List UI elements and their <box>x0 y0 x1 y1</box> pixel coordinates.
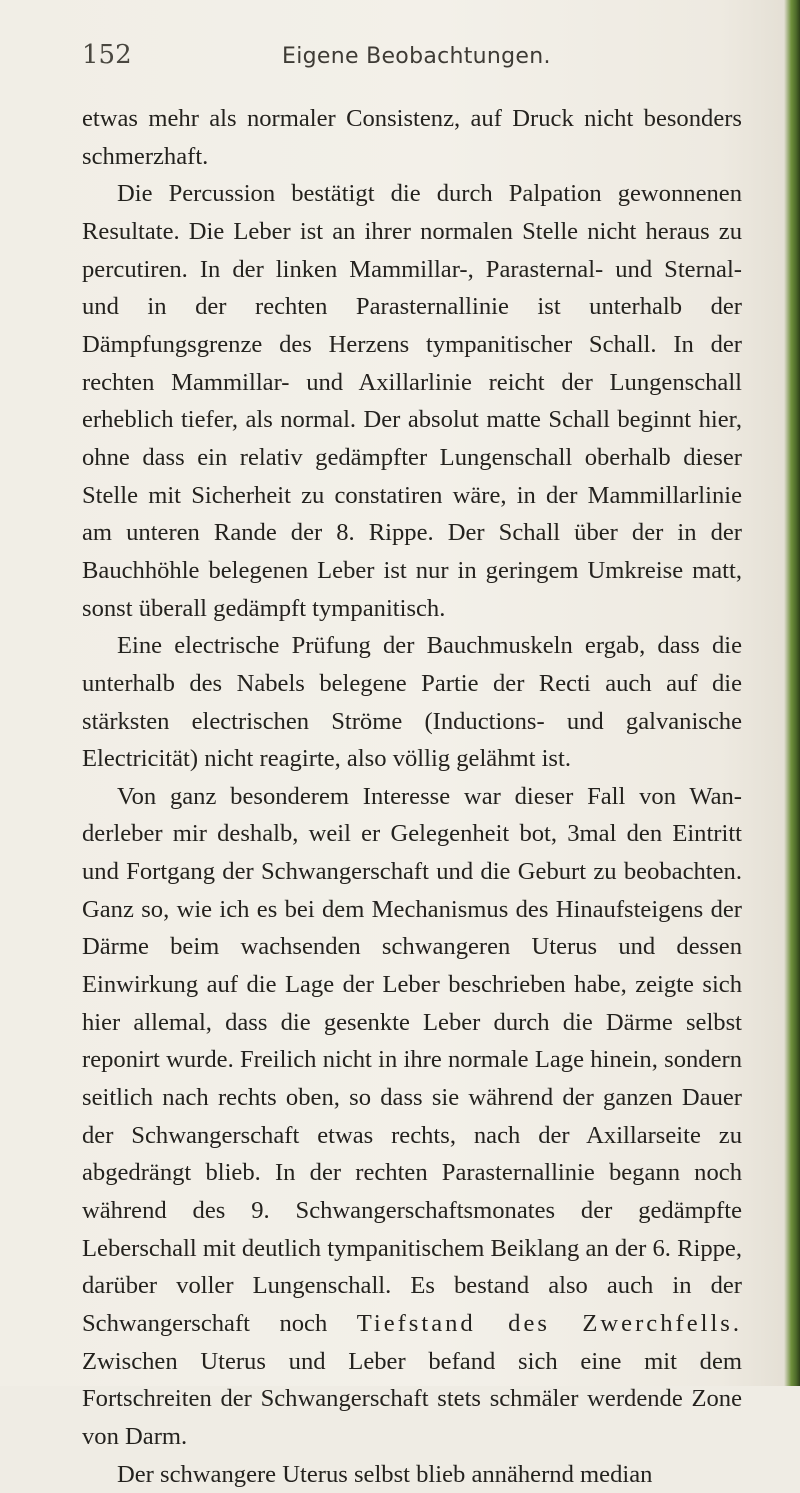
paragraph-electrical-test: Eine electrische Prüfung der Bauchmuskeln ergab, dass die unterhalb des Nabels belegene Partie der Recti auch auf die stärksten electrischen Ströme (Inductions- und galvanische Electricität) nicht reagirte, also völlig gelähmt ist. <box>82 632 742 773</box>
paragraph-percussion: Die Percussion bestätigt die durch Palpation gewonnenen Resultate. Die Leber ist an ihrer normalen Stelle nicht heraus zu percutiren. In der linken Mammillar-, Parasternal- und Sternal- und in der rechten Parasternallinie ist unterhalb der Dämpfungsgrenze des Herzens tympanitischer Schall. In der rechten Mammillar- und Axillarlinie reicht der Lungenschall erheblich tiefer, als normal. Der absolut matte Schall beginnt hier, ohne dass ein relativ gedämpfter Lungenschall oberhalb dieser Stelle mit Sicherheit zu constatiren wäre, in der Mammillarlinie am unteren Rande der 8. Rippe. Der Schall über der in der Bauchhöhle belegenen Leber ist nur in geringem Umkreise matt, sonst überall gedämpft tympanitisch. <box>82 180 742 622</box>
emphasis-spaced-text: Tiefstand des Zwerchfells. <box>356 1310 742 1337</box>
page-number: 152 <box>82 40 132 70</box>
page-header <box>82 40 742 80</box>
body-text <box>82 100 742 1493</box>
paragraph-continued: etwas mehr als normaler Consistenz, auf Druck nicht besonders schmerzhaft. <box>82 105 742 170</box>
page-binding-edge <box>784 0 800 1386</box>
paragraph-uterus: Der schwangere Uterus selbst blieb annähernd median <box>117 1460 653 1488</box>
paragraph-pregnancy-text-before: Von ganz besonderem Interesse war dieser Fall von Wanderleber mir deshalb, weil er Gelegenheit bot, 3mal den Eintritt und Fortgang der Schwangerschaft und die Geburt zu beobachten. Ganz so, wie ich es bei dem Mechanismus des Hinaufsteigens der Därme beim wachsenden schwangeren Uterus und dessen Einwirkung auf die Lage der Leber beschrieben habe, zeigte sich hier allemal, dass die gesenkte Leber durch die Därme selbst reponirt wurde. Freilich nicht in ihre normale Lage hinein, sondern seitlich nach rechts oben, so dass sie während der ganzen Dauer der Schwangerschaft etwas rechts, nach der Axillarseite zu abgedrängt blieb. In der rechten Parasternallinie begann noch während des 9. Schwangerschaftsmonates der gedämpfte Leberschall mit deutlich tympanitischem Beiklang an der 6. Rippe, darüber voller Lungenschall. Es bestand also auch in der Schwangerschaft noch <box>82 782 742 1337</box>
running-head: Eigene Beobachtungen. <box>282 44 551 69</box>
paragraph-pregnancy <box>82 778 742 1456</box>
paragraph-pregnancy-text-after: Zwischen Uterus und Leber befand sich eine mit dem Fortschreiten der Schwangerschaft stets schmäler werdende Zone von Darm. <box>82 1347 742 1450</box>
